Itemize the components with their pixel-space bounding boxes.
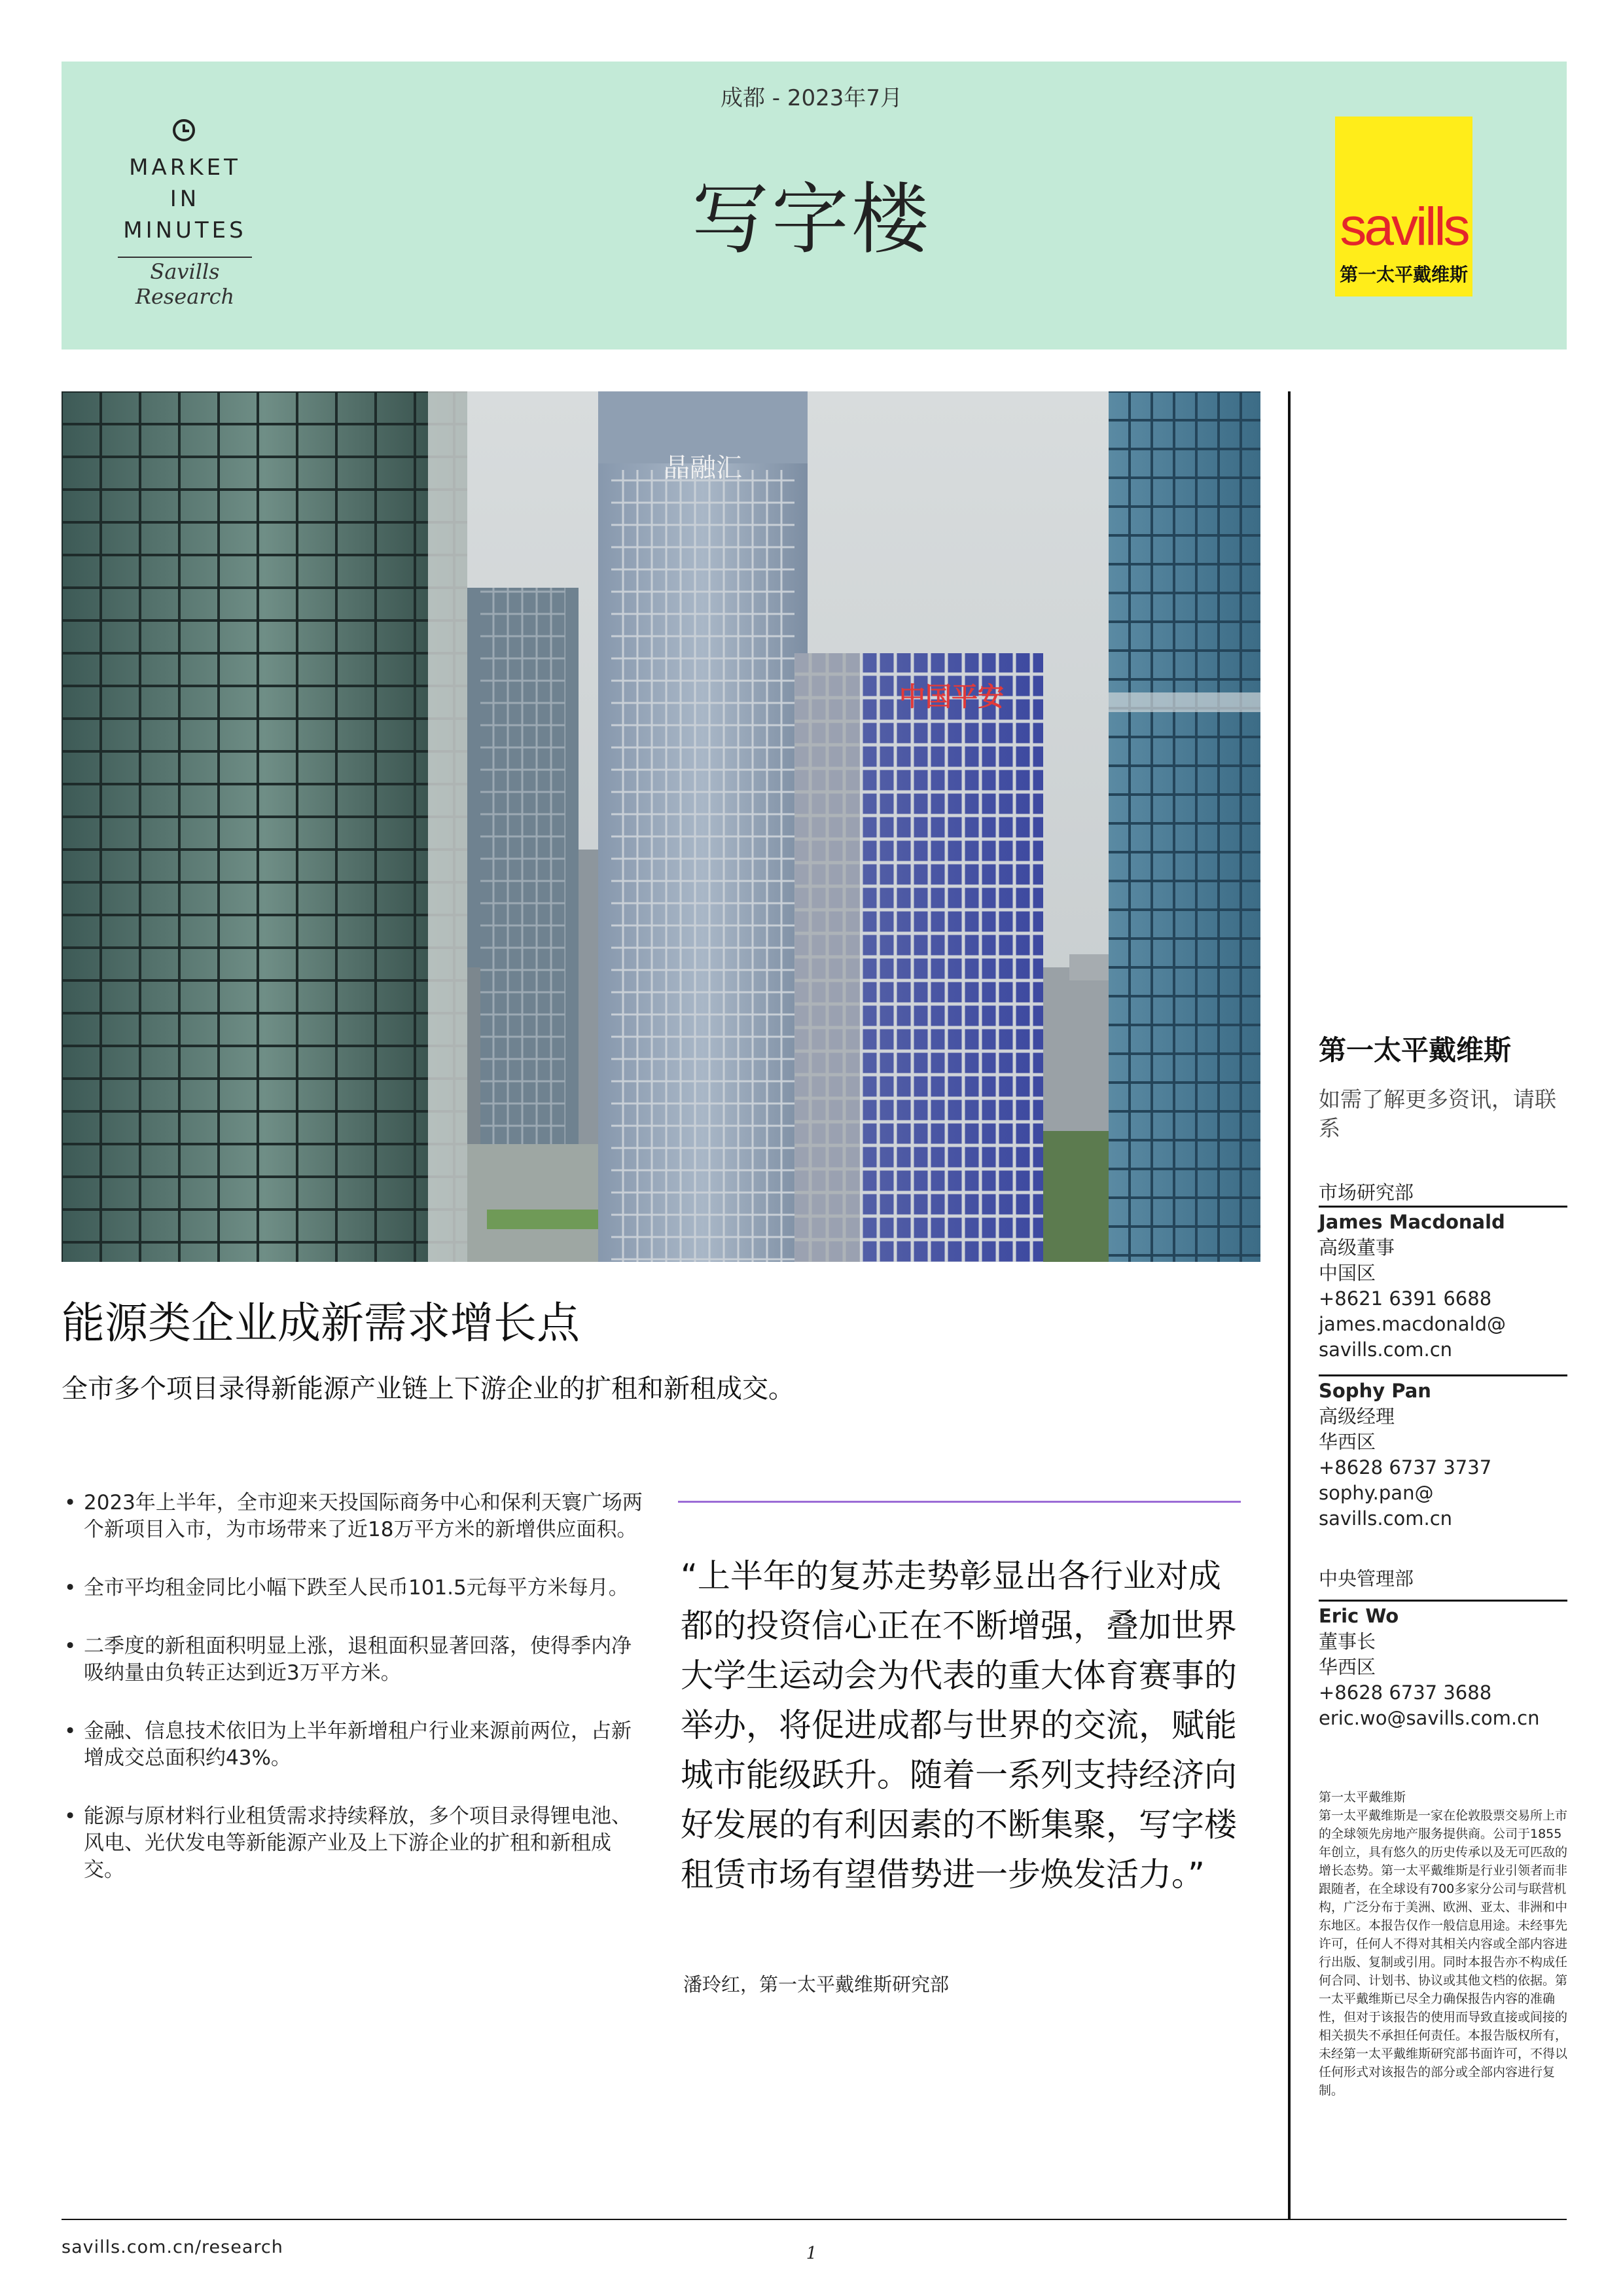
quote-rule [678,1501,1241,1503]
about-savills [1319,1788,1571,2100]
contact-role: 高级董事 [1319,1236,1395,1259]
pull-quote: “上半年的复苏走势彰显出各行业对成都的投资信心正在不断增强，叠加世界大学生运动会为代表的重大体育赛事的举办，将促进成都与世界的交流，赋能城市能级跃升。随着一系列支持经济向好发展的有利因素的不断集聚，写字楼租赁市场有望借势进一步焕发活力。” [681,1557,1237,1893]
series-line-3: MINUTES [123,217,247,243]
about-title: 第一太平戴维斯 [1319,1790,1406,1804]
key-point: • 全市平均租金同比小幅下跌至人民币101.5元每平方米每月。 [62,1575,651,1602]
series-line-2: IN [169,186,200,212]
contact-phone: +8628 6737 3737 [1319,1456,1492,1479]
contact-role: 董事长 [1319,1630,1376,1653]
contact-email[interactable]: james.macdonald@ savills.com.cn [1319,1313,1506,1361]
contact-email[interactable]: eric.wo@savills.com.cn [1319,1707,1540,1729]
contact-role: 高级经理 [1319,1405,1395,1427]
department-label: 市场研究部 [1319,1181,1414,1204]
quote-attribution: 潘玲红，第一太平戴维斯研究部 [683,1973,950,1996]
article-subhead: 全市多个项目录得新能源产业链上下游企业的扩租和新租成交。 [62,1374,794,1404]
contact-region: 中国区 [1319,1262,1376,1284]
savills-logo [1335,117,1472,296]
logo-wordmark: savills [1340,197,1468,257]
contact-phone: +8628 6737 3688 [1319,1681,1492,1704]
contact-name: Eric Wo [1319,1605,1399,1627]
department-label: 中央管理部 [1319,1568,1414,1590]
contact-card [1319,1604,1567,1731]
page-number: 1 [806,2244,817,2263]
key-point: • 2023年上半年，全市迎来天投国际商务中心和保利天寰广场两个新项目入市，为市场带来了近18万平方米的新增供应面积。 [62,1490,651,1543]
contact-email[interactable]: sophy.pan@ savills.com.cn [1319,1482,1453,1530]
contact-phone: +8621 6391 6688 [1319,1287,1492,1310]
logo-chinese-name: 第一太平戴维斯 [1339,264,1468,285]
contact-region: 华西区 [1319,1656,1376,1678]
sidebar-subtitle: 如需了解更多资讯，请联系 [1319,1086,1556,1141]
about-text: 第一太平戴维斯是一家在伦敦股票交易所上市的全球领先房地产服务提供商。公司于1855年创立，具有悠久的历史传承以及无可匹敌的增长态势。第一太平戴维斯是行业引领者而非跟随者，在全球设有700多家分公司与联营机构，广泛分布于美洲、欧洲、亚太、非洲和中东地区。本报告仅作一般信息用途。未经事先许可，任何人不得对其相关内容或全部内容进行出版、复制或引用。同时本报告亦不构成任何合同、计划书、协议或其他文档的依据。第一太平戴维斯已尽全力确保报告内容的准确性，但对于该报告的使用而导致直接或间接的相关损失不承担任何责任。本报告版权所有，未经第一太平戴维斯研究部书面许可，不得以任何形式对该报告的部分或全部内容进行复制。 [1319,1808,1568,2098]
contact-rule [1319,1206,1567,1208]
key-point: • 二季度的新租面积明显上涨，退租面积显著回落，使得季内净吸纳量由负转正达到近3万平方米。 [62,1633,651,1687]
article-headline: 能源类企业成新需求增长点 [62,1298,580,1348]
contact-card [1319,1378,1567,1532]
contact-name: Sophy Pan [1319,1380,1431,1402]
key-points-list [62,1490,651,1915]
skyline-illustration [62,391,1260,1262]
page-title: 写字楼 [691,174,931,264]
series-line-1: MARKET [129,154,241,181]
footer-url[interactable]: savills.com.cn/research [62,2237,283,2257]
sidebar-title: 第一太平戴维斯 [1319,1034,1512,1066]
key-point: • 金融、信息技术依旧为上半年新增租户行业来源前两位，占新增成交总面积约43%。 [62,1718,651,1772]
sign-left: 晶融汇 [664,453,742,483]
contact-region: 华西区 [1319,1431,1376,1453]
contact-card [1319,1210,1567,1363]
sign-right: 中国平安 [899,682,1004,712]
footer-rule [62,2219,1567,2220]
cover-photo [62,391,1260,1262]
contact-name: James Macdonald [1319,1211,1505,1233]
key-point: • 能源与原材料行业租赁需求持续释放，多个项目录得锂电池、风电、光伏发电等新能源产业及上下游企业的扩租和新租成交。 [62,1803,651,1884]
clock-icon [171,118,196,143]
contact-rule [1319,1600,1567,1602]
column-divider [1288,391,1291,2219]
location-date: 成都 - 2023年7月 [720,85,903,111]
research-label: Savills Research [135,259,235,309]
contact-rule [1319,1374,1567,1376]
